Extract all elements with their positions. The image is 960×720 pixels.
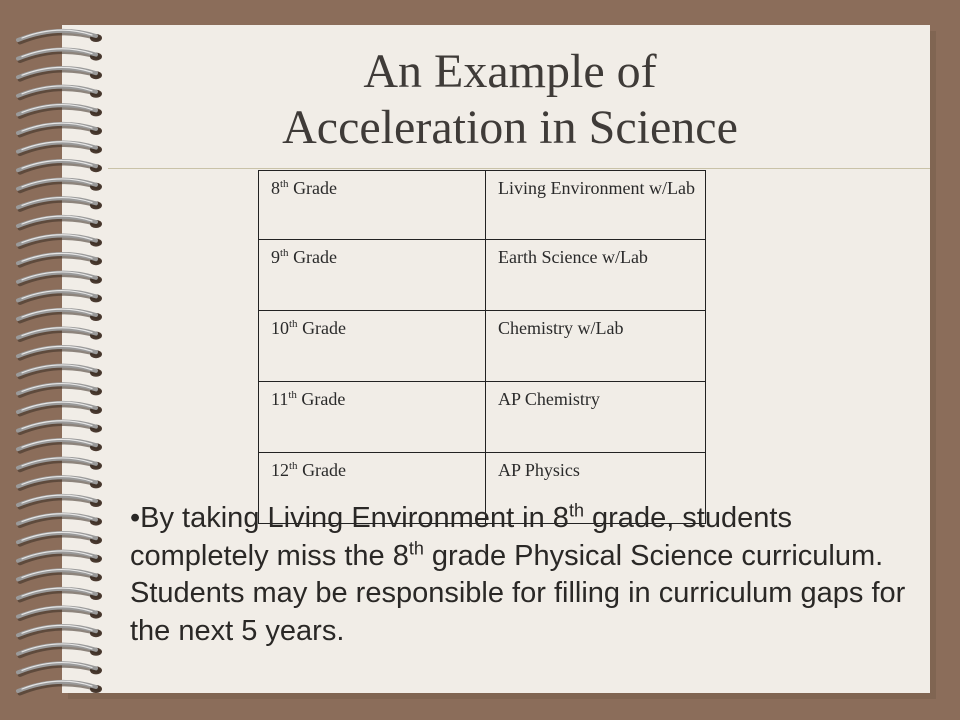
course-cell: Chemistry w/Lab <box>486 311 706 382</box>
spiral-coil <box>18 235 102 247</box>
spiral-coil <box>18 123 102 135</box>
spiral-coil <box>18 291 102 303</box>
spiral-coil <box>18 570 102 582</box>
spiral-coil <box>18 421 102 433</box>
spiral-coil <box>18 514 102 526</box>
spiral-coil <box>18 365 102 377</box>
bullet-point: •By taking Living Environment in 8th grade, students completely miss the 8th grade Physical Science curriculum. Students may be responsible for filling in curriculum gaps for the next 5 years. <box>130 500 906 647</box>
title-line-1: An Example of <box>363 45 657 98</box>
spiral-coil <box>18 142 102 154</box>
table-row <box>259 311 706 382</box>
spiral-binding-icon <box>8 22 118 702</box>
spiral-coil <box>18 402 102 414</box>
bullet-marker: • <box>130 502 141 534</box>
spiral-coil <box>18 86 102 98</box>
spiral-coil <box>18 346 102 358</box>
spiral-coil <box>18 384 102 396</box>
spiral-coil <box>18 532 102 544</box>
course-cell: AP Chemistry <box>486 382 706 453</box>
spiral-coil <box>18 644 102 656</box>
course-cell: Earth Science w/Lab <box>486 240 706 311</box>
spiral-coil <box>18 625 102 637</box>
spiral-coil <box>18 681 102 693</box>
spiral-coil <box>18 160 102 172</box>
spiral-coil <box>18 309 102 321</box>
spiral-coil <box>18 67 102 79</box>
grade-cell: 11th Grade <box>259 382 486 453</box>
spiral-coil <box>18 272 102 284</box>
course-cell: Living Environment w/Lab <box>486 171 706 240</box>
course-cell: AP Physics <box>486 453 706 524</box>
spiral-coil <box>18 328 102 340</box>
title-divider <box>108 168 930 169</box>
grade-cell: 12th Grade <box>259 453 486 524</box>
spiral-coil <box>18 663 102 675</box>
grade-cell: 8th Grade <box>259 171 486 240</box>
spiral-coil <box>18 495 102 507</box>
spiral-coil <box>18 477 102 489</box>
title-line-2: Acceleration in Science <box>282 101 738 154</box>
table-row <box>259 171 706 240</box>
spiral-coil <box>18 458 102 470</box>
grade-cell: 10th Grade <box>259 311 486 382</box>
table-row <box>259 240 706 311</box>
spiral-coil <box>18 607 102 619</box>
table-row <box>259 382 706 453</box>
spiral-coil <box>18 30 102 42</box>
spiral-coil <box>18 198 102 210</box>
spiral-coil <box>18 179 102 191</box>
grade-cell: 9th Grade <box>259 240 486 311</box>
spiral-coil <box>18 49 102 61</box>
spiral-coil <box>18 551 102 563</box>
spiral-coil <box>18 216 102 228</box>
spiral-coil <box>18 253 102 265</box>
spiral-coil <box>18 588 102 600</box>
acceleration-table <box>258 170 706 524</box>
spiral-coil <box>18 439 102 451</box>
spiral-coil <box>18 105 102 117</box>
slide-title <box>150 44 870 156</box>
